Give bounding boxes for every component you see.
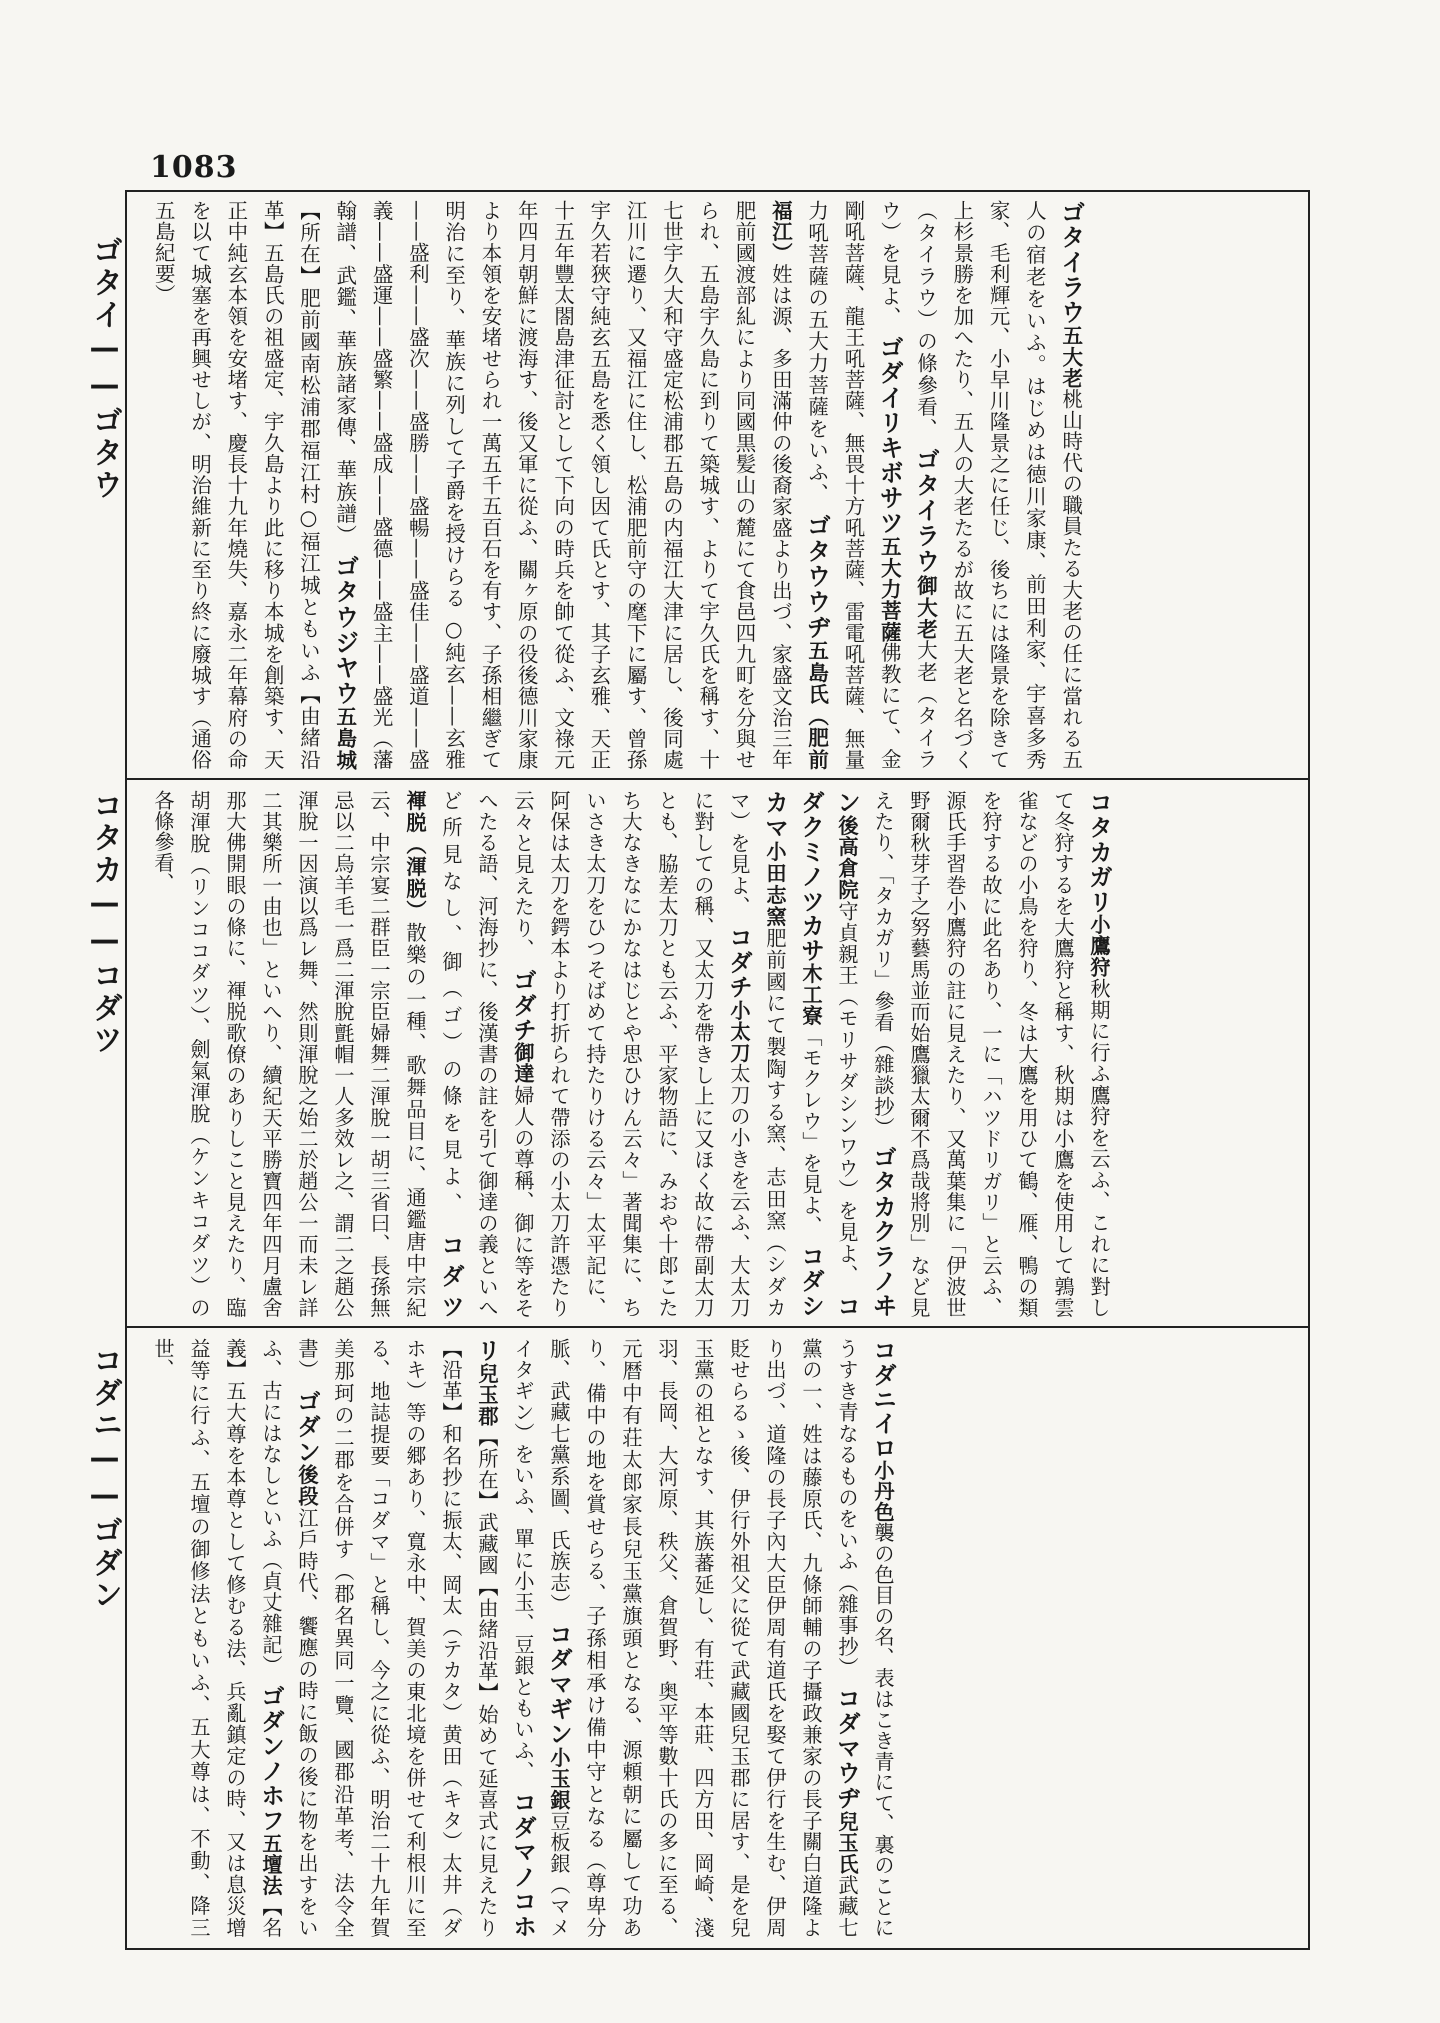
- entry-text: 太刀の小きを云ふ、大太刀に對しての稱、又太刀を帶きし上に又ほく故に帶副太刀とも、脇差太刀とも云ふ、平家物語に、みおや十郎こたち大なきなにかなはじとや思ひけん云々」著聞集に、ちいさき太刀をひつそばめて持たりける云々」太平記に、阿保は太刀を鍔本より打折られて帶添の小太刀許憑たり云々と見えたり、: [511, 790, 751, 1318]
- band-divider: [125, 1326, 1310, 1328]
- entry-headword: コダマギン: [545, 1622, 573, 1747]
- entry-text: 姓は源、多田滿仲の後裔家盛より出づ、家盛文治三年肥前國渡部糺により同國黒髪山の麓にて食邑四九町を分與せられ、五島宇久島に到りて築城す、よりて宇久氏を稱す、十七世宇久大和守盛定松浦郡五島の内福江大津に居し、後同處江川に遷り、又福江に住し、松浦肥前守の麾下に屬す、曾孫宇久若狹守純玄五島を悉く領し因て氏とす、其子玄雅、天正十五年豐太閤島津征討として下向の時兵を帥て從ふ、文祿元年四月朝鮮に渡海す、後又軍に從ふ、關ヶ原の役後德川家康より本領を安堵せられ一萬五千五百石を有す、子孫相繼ぎて明治に至り、華族に列して子爵を授けらる: [441, 200, 793, 770]
- entry-text: 桃山時代の職員たる大老の任に當れる五人の宿老をいふ。はじめは徳川家康、前田利家、宇喜多秀家、毛利輝元、小早川隆景之に任じ、後ちには隆景を除きて上杉景勝を加へたり、五人の大老たるが故に五大老と名づく（タイラウ）の條參看、: [913, 200, 1083, 770]
- entry-kanji: 五島城: [332, 705, 357, 770]
- entry-text: 江戶時代、饗應の時に飯の後に物を出すをいふ、古にはなしといふ（貞丈雜記）: [259, 1338, 319, 1938]
- entry-text: 【所在】武藏國【由緒沿革】始めて延喜式に見えたり【沿革】和名抄に振太、岡太（テカタ）黄田（キタ）太井（ダホキ）等の郷あり、寬永中、賀美の東北境を併せて利根川に至る、地誌提要「コダマ」と稱し、今之に從ふ、明治二十九年賀美那珂の二郡を合併す（郡名異同一覽、國郡沿革考、法令全書）: [295, 1338, 499, 1938]
- entry-kanji: 後高倉院: [835, 815, 859, 901]
- entry-text: 【所在】肥前國南松浦郡福江村○福江城ともいふ【由緒沿革】五島氏の祖盛定、宇久島より此に移り本城を創築す、天正中純玄本領を安堵す、慶長十九年燒失、嘉永二年幕府の命を以て城塞を再興せしが、明治維新に至り終に廢城す（通俗五島紀要）: [151, 200, 321, 770]
- entry-kanji: 五島氏（肥前福江）: [768, 200, 829, 770]
- entry-text: 秋期に行ふ鷹狩を云ふ、これに對して冬狩するを大鷹狩と稱す、秋期は小鷹を使用して鶉雲雀などの小鳥を狩り、冬は大鷹を用ひて鶴、雁、鴨の類を狩する故に此名あり、一に「ハツドリガリ」と云ふ、源氏手習巻小鷹狩の註に見えたり、又萬葉集に「伊波世野爾秋芽子之努藝馬並而始鷹獵太爾不爲哉將別」など見えたり、「タカガリ」參看（雜談抄）: [871, 790, 1111, 1318]
- entry-text: 肥前國にて製陶する窯、志田窯（シダカマ）を見よ、: [727, 790, 787, 1318]
- dictionary-entry: [295, 1338, 535, 1938]
- entry-headword: コタカガリ: [1085, 790, 1113, 915]
- entry-headword: ゴタウジヤウ: [330, 553, 359, 706]
- dictionary-band-middle: [145, 790, 1295, 1318]
- entry-text: 武藏七黨の一、姓は藤原氏、九條師輔の子攝政兼家の長子關白道隆より出づ、道隆の長子內大臣伊周有道氏を娶て伊行を生む、伊周貶せらるゝ後、伊行外祖父に從て武藏國兒玉郡に居す、是を兒玉黨の祖となす、其族蕃延し、有荘、本莊、四方田、岡崎、淺羽、長岡、大河原、秩父、倉賀野、奥平等數十氏の多に至る、元暦中有荘太郎家長兒玉黨旗頭となる、源頼朝に屬して功あり、備中の地を賞せらる、子孫相承け備中守となる（尊卑分脈、武藏七黨系圖、氏族志）: [547, 1338, 859, 1938]
- entry-headword: ゴタウウヂ: [802, 512, 831, 641]
- entry-kanji: 小田志窯: [763, 840, 787, 928]
- entry-headword: コダツ: [437, 1232, 465, 1318]
- entry-headword: ゴダンノホフ: [257, 1683, 285, 1833]
- entry-kanji: 五大老: [1058, 324, 1083, 389]
- entry-kanji: 小丹色: [871, 1460, 895, 1523]
- entry-text: 守貞親王（モリサダシンワウ）を見よ、: [835, 900, 859, 1287]
- entry-kanji: 御達: [511, 1042, 535, 1085]
- entry-text: 大老（タイラウ）を見よ、: [877, 200, 938, 770]
- entry-text: 豆板銀（マメイタギン）をいふ、單に小玉、豆銀ともいふ、: [511, 1338, 571, 1938]
- entry-headword: コダクミノツカサ: [797, 790, 861, 1318]
- entry-headword: コダマノコホリ: [473, 1338, 537, 1938]
- dictionary-entry: [871, 790, 1111, 1318]
- entry-headword: ゴダイリキボサツ: [875, 335, 904, 536]
- dictionary-entry: [511, 790, 751, 1318]
- entry-headword: ゴダチ: [509, 967, 537, 1043]
- entry-text: 「モクレウ」を見よ、: [799, 1026, 823, 1237]
- running-head-bottom: コダニ——ゴダン: [87, 1345, 122, 1611]
- entry-headword: コダチ: [725, 925, 753, 1000]
- entry-kanji: 五壇法: [259, 1832, 283, 1897]
- entry-kanji: 褌脱（渾脱）: [403, 790, 427, 923]
- dictionary-entry: [151, 790, 463, 1318]
- entry-headword: コダマウヂ: [833, 1686, 861, 1811]
- entry-kanji: 五大力菩薩: [877, 535, 902, 643]
- band-divider: [125, 778, 1310, 780]
- entry-text: 婦人の尊稱、御に等をそへたる語、河海抄に、後漢書の註を引て御達の義といへど所見なし、御（ゴ）の條を見よ、: [439, 790, 535, 1318]
- running-head-top: ゴタイ——ゴタウ: [87, 235, 122, 501]
- dictionary-entry: [151, 200, 359, 770]
- entry-headword: ゴタイラウ: [911, 447, 940, 575]
- entry-headword: コダシカマ: [761, 790, 825, 1318]
- entry-text: 【名義】五大尊を本尊として修むる法、兵亂鎮定の時、又は息災增益等に行ふ、五壇の御修法ともいふ、五大尊は、不動、降三世、: [151, 1338, 283, 1938]
- entry-kanji: 御大老: [913, 574, 938, 641]
- dictionary-band-bottom: [145, 1338, 1295, 1938]
- entry-headword: ゴタカクラノヰン: [833, 790, 897, 1318]
- dictionary-entry: [442, 200, 829, 770]
- entry-headword: コダニイロ: [869, 1338, 897, 1461]
- dictionary-entry: [547, 1338, 859, 1938]
- entry-kanji: 小玉銀: [547, 1746, 571, 1811]
- entry-kanji: 小鷹狩: [1087, 914, 1111, 979]
- entry-kanji: 小太刀: [727, 999, 751, 1064]
- entry-headword: ゴダン: [293, 1388, 321, 1465]
- entry-text: 襲の色目の名、表はこき青にて、裏のことにうすき青なるものをいふ（雜事抄）: [835, 1338, 895, 1938]
- band-text: [145, 790, 1117, 1318]
- entry-headword: ゴタイラウ: [1056, 200, 1085, 325]
- page-number: 1083: [150, 150, 238, 185]
- band-text: [145, 200, 1089, 770]
- band-text: [145, 1338, 901, 1938]
- entry-text: ○純玄——玄雅——盛利——盛次——盛勝——盛暢——盛佳——盛道——盛義——盛運——盛繁——盛成——盛德——盛主——盛光（藩翰譜、武鑑、華族諸家傳、華族譜）: [332, 200, 466, 770]
- entry-kanji: 兒玉郡: [475, 1362, 499, 1427]
- entry-kanji: 兒玉氏: [835, 1810, 859, 1875]
- entry-kanji: 後段: [295, 1464, 319, 1508]
- entry-text: 散樂の一種、歌舞品目に、通鑑唐中宗紀云、中宗宴二群臣一宗臣婦舞二渾脫一胡三省曰、長孫無忌以二烏羊毛一爲二渾脫氈帽一人多效レ之、謂二之趙公渾脫一因演以爲レ舞、然則渾脫之始二於趙公一而未レ詳二其樂所一由也」といへり、續紀天平勝寶四年四月盧舍那大佛開眼の條に、褌脱歌僚のありしこと見えたり、臨胡渾脫（リンココダツ）、劍氣渾脫（ケンキコダツ）の各條參看、: [151, 790, 427, 1318]
- dictionary-band-top: [145, 200, 1295, 770]
- entry-text: 佛教にて、金剛吼菩薩、龍王吼菩薩、無畏十方吼菩薩、雷電吼菩薩、無量力吼菩薩の五大力菩薩をいふ、: [804, 200, 902, 770]
- entry-kanji: 木工寮: [799, 962, 823, 1027]
- running-head-middle: コタカ——コダツ: [87, 790, 122, 1056]
